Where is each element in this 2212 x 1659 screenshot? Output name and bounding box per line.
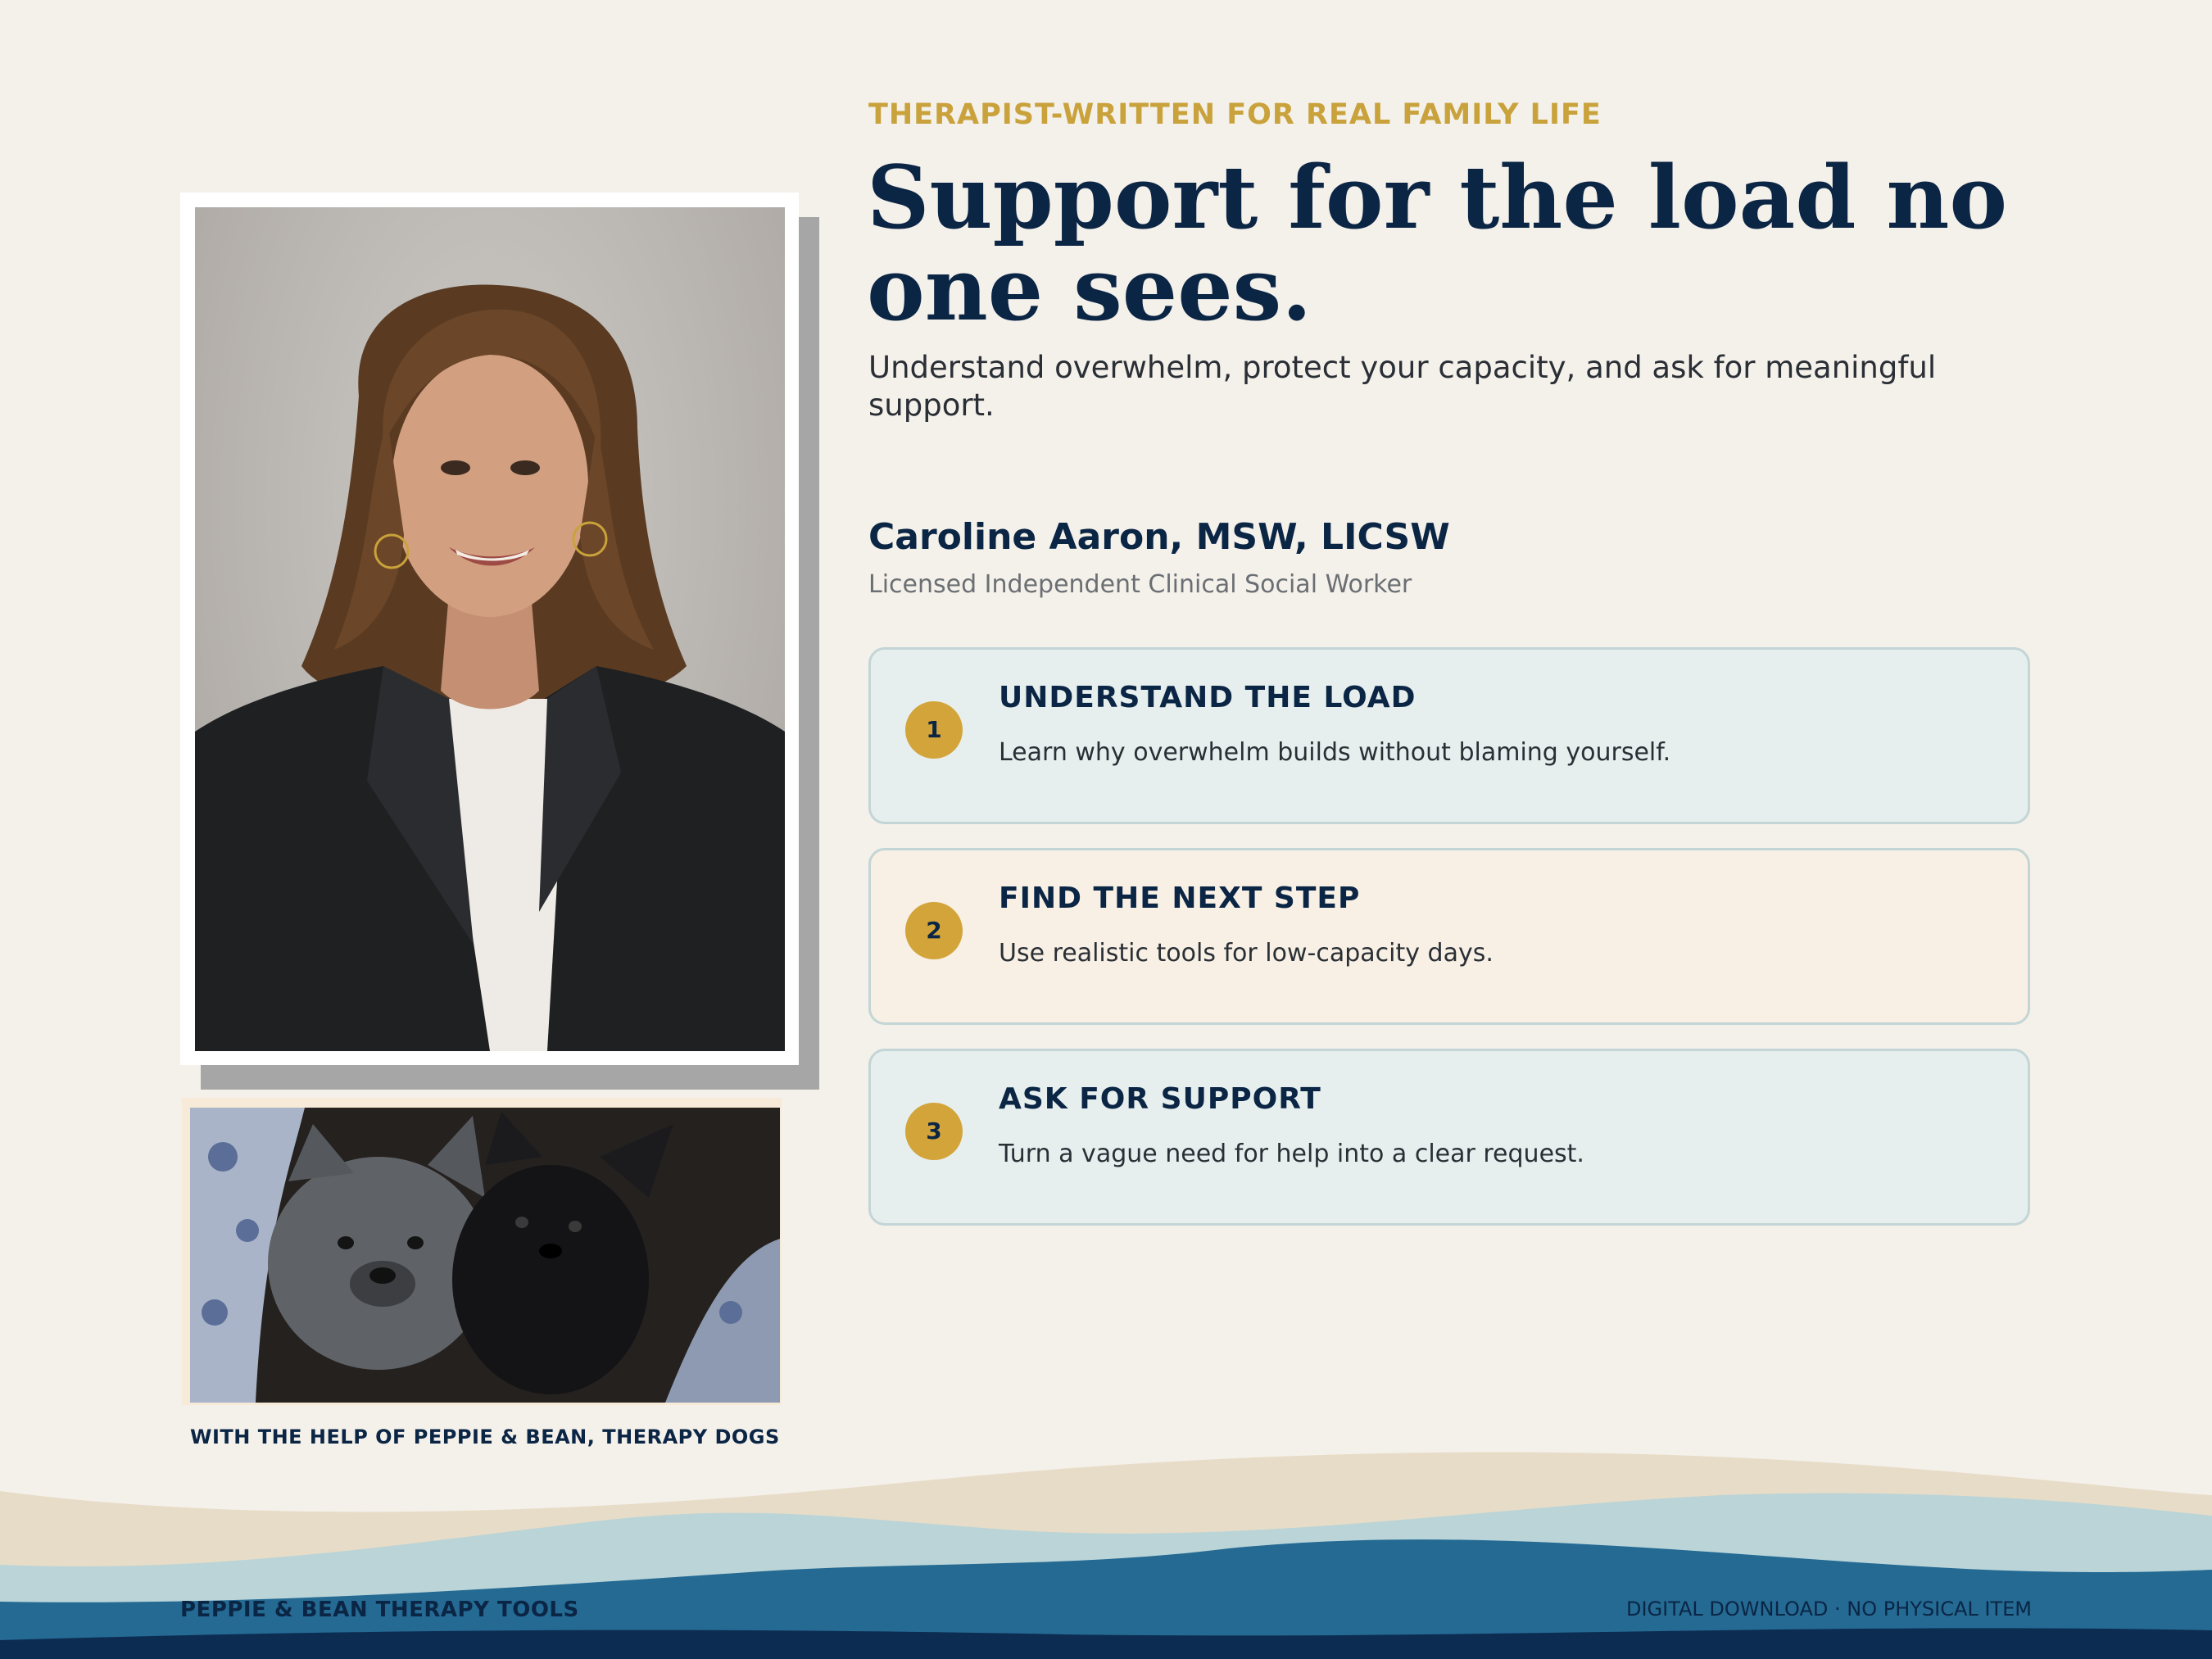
eyebrow-text: THERAPIST-WRITTEN FOR REAL FAMILY LIFE xyxy=(868,98,1602,131)
step-title: ASK FOR SUPPORT xyxy=(999,1082,1321,1116)
footer-note: DIGITAL DOWNLOAD · NO PHYSICAL ITEM xyxy=(1625,1598,2032,1620)
subheadline: Understand overwhelm, protect your capacity, and ask for meaningful support. xyxy=(868,350,1937,423)
therapy-dogs-photo xyxy=(190,1108,780,1403)
step-number-badge: 1 xyxy=(905,701,963,759)
step-description: Turn a vague need for help into a clear request. xyxy=(999,1140,1584,1168)
step-card-ask-for-support xyxy=(868,1049,2030,1226)
step-card-understand-the-load xyxy=(868,647,2030,824)
step-description: Use realistic tools for low-capacity days. xyxy=(999,939,1494,968)
dog-caption: WITH THE HELP OF PEPPIE & BEAN, THERAPY DOGS xyxy=(190,1426,780,1448)
dog-photo-frame xyxy=(182,1098,782,1405)
step-title: FIND THE NEXT STEP xyxy=(999,882,1361,915)
headline: Support for the load no one sees. xyxy=(867,146,2008,340)
portrait-frame xyxy=(180,193,799,1065)
step-number-badge: 3 xyxy=(905,1103,963,1160)
author-credential: Licensed Independent Clinical Social Worker xyxy=(868,570,1412,599)
step-number-badge: 2 xyxy=(905,902,963,959)
decorative-waves xyxy=(0,1426,2212,1659)
author-portrait-photo xyxy=(195,207,785,1051)
step-card-find-the-next-step xyxy=(868,848,2030,1025)
footer-brand: PEPPIE & BEAN THERAPY TOOLS xyxy=(180,1598,579,1622)
step-title: UNDERSTAND THE LOAD xyxy=(999,681,1416,714)
step-description: Learn why overwhelm builds without blaming yourself. xyxy=(999,738,1671,767)
author-name: Caroline Aaron, MSW, LICSW xyxy=(868,516,1450,558)
